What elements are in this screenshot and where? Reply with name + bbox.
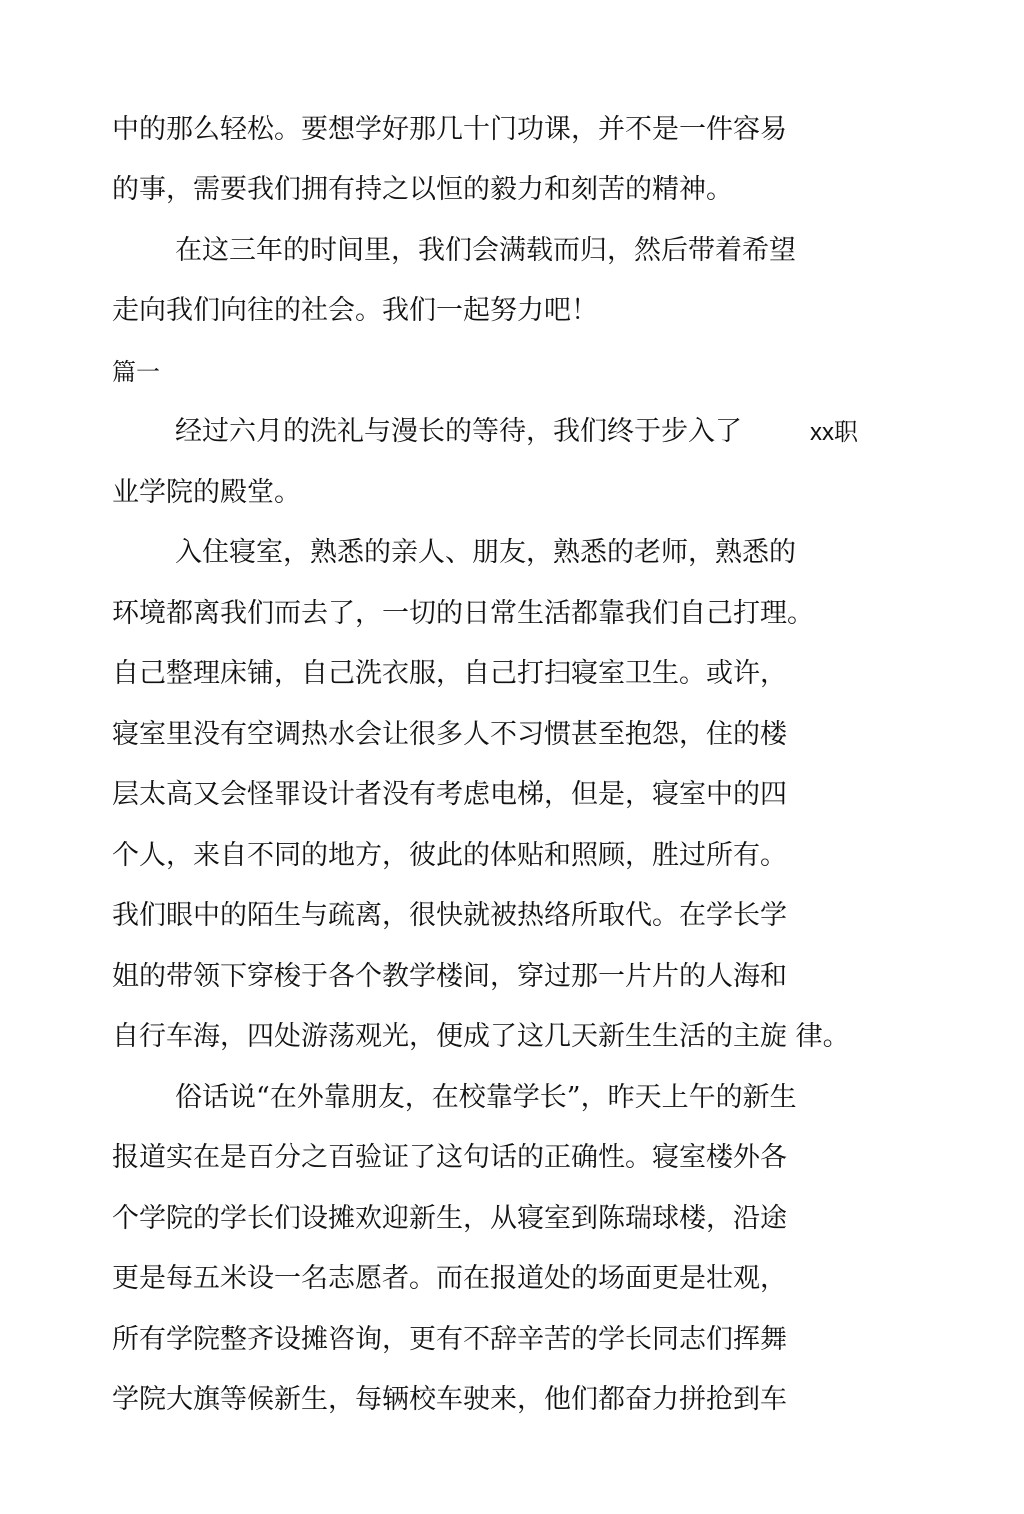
- paragraph-line: 层太高又会怪罪设计者没有考虑电梯，但是，寝室中的四: [112, 779, 787, 810]
- paragraph-line-text: xx职: [810, 419, 858, 446]
- paragraph-line: 中的那么轻松。要想学好那几十门功课，并不是一件容易: [112, 114, 787, 145]
- paragraph-line: 入住寝室，熟悉的亲人、朋友，熟悉的老师，熟悉的: [175, 537, 796, 568]
- paragraph-line: [175, 414, 858, 451]
- paragraph-line: 个学院的学长们设摊欢迎新生，从寝室到陈瑞球楼，沿途: [112, 1203, 787, 1234]
- paragraph-line: 俗话说“在外靠朋友，在校靠学长”，昨天上午的新生: [175, 1082, 797, 1113]
- paragraph-line: 个人，来自不同的地方，彼此的体贴和照顾，胜过所有。: [112, 840, 787, 871]
- paragraph-line: 业学院的殿堂。: [112, 477, 301, 508]
- paragraph-line: 寝室里没有空调热水会让很多人不习惯甚至抱怨，住的楼: [112, 719, 787, 750]
- paragraph-line: 走向我们向往的社会。我们一起努力吧！: [112, 295, 598, 326]
- section-heading: 篇一: [112, 358, 160, 386]
- paragraph-line: 的事，需要我们拥有持之以恒的毅力和刻苦的精神。: [112, 174, 733, 205]
- paragraph-line: 在这三年的时间里，我们会满载而归，然后带着希望: [175, 235, 796, 266]
- paragraph-line: 自己整理床铺，自己洗衣服，自己打扫寝室卫生。或许，: [112, 658, 787, 689]
- paragraph-line: 报道实在是百分之百验证了这句话的正确性。寝室楼外各: [112, 1142, 787, 1173]
- paragraph-line: 更是每五米设一名志愿者。而在报道处的场面更是壮观，: [112, 1263, 787, 1294]
- paragraph-line: 我们眼中的陌生与疏离，很快就被热络所取代。在学长学: [112, 900, 787, 931]
- paragraph-line: 自行车海，四处游荡观光，便成了这几天新生生活的主旋 律。: [112, 1021, 850, 1052]
- paragraph-line: 环境都离我们而去了，一切的日常生活都靠我们自己打理。: [112, 598, 814, 629]
- paragraph-line: 所有学院整齐设摊咨询，更有不辞辛苦的学长同志们挥舞: [112, 1324, 787, 1355]
- paragraph-line: 学院大旗等候新生，每辆校车驶来，他们都奋力拼抢到车: [112, 1384, 787, 1415]
- paragraph-line: 姐的带领下穿梭于各个教学楼间，穿过那一片片的人海和: [112, 961, 787, 992]
- paragraph-line-text: 经过六月的洗礼与漫长的等待，我们终于步入了: [175, 416, 742, 447]
